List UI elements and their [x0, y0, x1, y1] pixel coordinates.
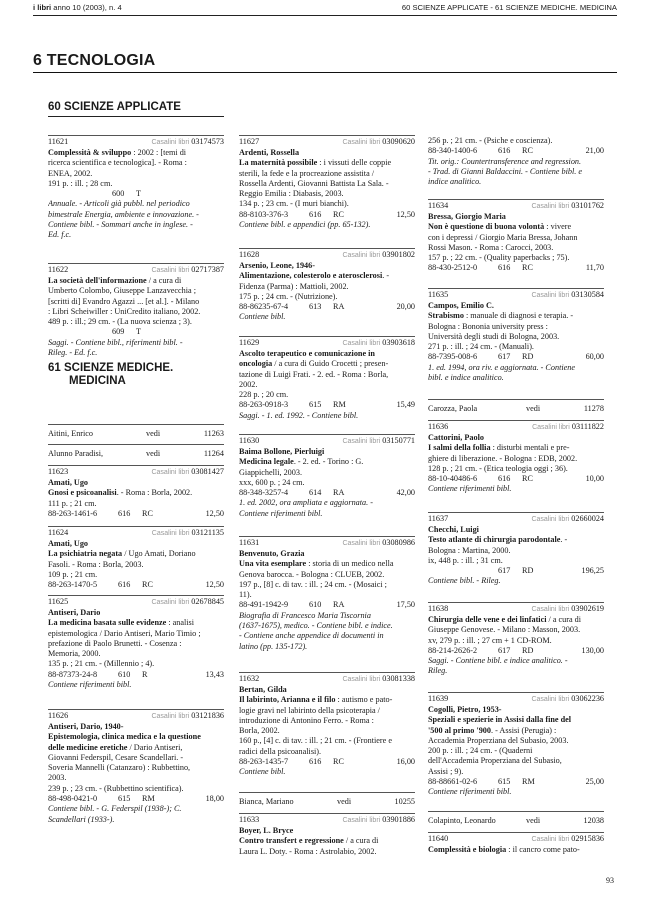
running-head-right: 60 SCIENZE APPLICATE - 61 SCIENZE MEDICHE. MEDICINA	[401, 3, 617, 12]
entry-11622: 11622 Casalini libri 02717387 La società dell'informazione / a cura di Umberto Colombo, Giuseppe Lanzavecchia ; [scritti di] Evandro Agazzi ... [et al.]. - Milano : Libri Scheiwiller : UniCredito italiano, 2002. 489 p. : ill.; 29 cm. - (La nuova scienza ; 3). 609 T Saggi. - Contiene bibl., riferimenti bibl. - Rileg. - Ed. f.c.	[48, 265, 224, 358]
running-head-left: i libri anno 10 (2003), n. 4	[33, 3, 122, 12]
section-rule	[48, 116, 224, 117]
section-title-60: 60 SCIENZE APPLICATE	[48, 101, 181, 113]
entry-11623: 11623 Casalini libri 03081427 Amati, Ugo Gnosi e psicoanalisi. - Roma : Borla, 2002. 111 p. ; 21 cm. 88-263-1461-6 616 RC 12,50	[48, 467, 224, 518]
entry-11633: 11633 Casalini libri 03901886 Boyer, L. Bryce Contro transfert e regressione / a cura di Laura L. Doty. - Roma : Astrolabio, 2002.	[239, 815, 415, 856]
xref-bianca: Bianca, Mariano vedi 10255	[239, 792, 415, 810]
section-title-61: 61 SCIENZE MEDICHE. MEDICINA	[48, 362, 174, 387]
entry-11633-continued: 256 p. ; 21 cm. - (Psiche e coscienza). 88-340-1400-6 616 RC 21,00 Tit. orig.: Countertransference and regression. - Trad. di Gianni Baldaccini. - Contiene bibl. e indice analitico.	[428, 136, 604, 187]
entry-11629: 11629 Casalini libri 03903618 Ascolto terapeutico e comunicazione in oncologia / a cura di Guido Crocetti ; presen- tazione di Luigi Frati. - 2. ed. - Roma : Borla, 2002. 228 p. ; 20 cm. 88-263-0918-3 615 RM 15,49 Saggi. - 1. ed. 1992. - Contiene bibl.	[239, 338, 415, 420]
entry-11639: 11639 Casalini libri 03062236 Cogolli, Pietro, 1953- Speziali e spezierie in Assisi dalla fine del '500 al primo '900. - Assisi (Perugia) : Accademia Properziana del Subasio, 2003. 200 p. : ill. ; 24 cm. - (Quaderni dell'Accademia Properziana del Subasio, Assisi ; 9). 88-88661-02-6 615 RM 25,00 Contiene riferimenti bibl.	[428, 694, 604, 797]
xref-carozza: Carozza, Paola vedi 11278	[428, 399, 604, 417]
xref-colapinto: Colapinto, Leonardo vedi 12038	[428, 811, 604, 829]
entry-11632: 11632 Casalini libri 03081338 Bertan, Gilda Il labirinto, Arianna e il filo : autismo e pato- logie gravi nel labirinto della psicoterapia / introduzione di Antonino Ferro. - Roma : Borla, 2002. 160 p., [4] c. di tav. : ill. ; 21 cm. - (Frontiere e radici della psicoanalisi). 88-263-1435-7 616 RC 16,00 Contiene bibl.	[239, 674, 415, 777]
entry-11625: 11625 Casalini libri 02678845 Antiseri, Dario La medicina basata sulle evidenze : analisi epistemologica / Dario Antiseri, Mario Timio ; prefazione di Paolo Brunetti. - Cosenza : Memoria, 2000. 135 p. ; 21 cm. - (Millennio ; 4). 88-87373-24-8 610 R 13,43 Contiene riferimenti bibl.	[48, 597, 224, 690]
entry-11628: 11628 Casalini libri 03901802 Arsenio, Leone, 1946- Alimentazione, colesterolo e aterosclerosi. - Fidenza (Parma) : Mattioli, 2002. 175 p. ; 24 cm. - (Nutrizione). 88-86235-67-4 613 RA 20,00 Contiene bibl.	[239, 250, 415, 322]
entry-11630: 11630 Casalini libri 03150771 Baima Bollone, Pierluigi Medicina legale. - 2. ed. - Torino : G. Giappichelli, 2003. xxx, 600 p. ; 24 cm. 88-348-3257-4 614 RA 42,00 1. ed. 2002, ora ampliata e aggiornata. - Contiene riferimenti bibl.	[239, 436, 415, 518]
entry-11624: 11624 Casalini libri 03121135 Amati, Ugo La psichiatria negata / Ugo Amati, Doriano Fasoli. - Roma : Borla, 2003. 109 p. ; 21 cm. 88-263-1470-5 616 RC 12,50	[48, 528, 224, 590]
entry-11635: 11635 Casalini libri 03130584 Campos, Emilio C. Strabismo : manuale di diagnosi e terapia. - Bologna : Bononia university press : Università degli studi di Bologna, 2003. 271 p. : ill. ; 24 cm. - (Manuali). 88-7395-008-6 617 RD 60,00 1. ed. 1994, ora riv. e aggiornata. - Contiene bibl. e indice analitico.	[428, 290, 604, 383]
header-rule	[33, 15, 617, 16]
entry-11638: 11638 Casalini libri 03902619 Chirurgia delle vene e dei linfatici / a cura di Giuseppe Genovese. - Milano : Masson, 2003. xv, 279 p. : ill. ; 27 cm + 1 CD-ROM. 88-214-2626-2 617 RD 130,00 Saggi. - Contiene bibl. e indice analitico. - Rileg.	[428, 604, 604, 676]
entry-11621: 11621 Casalini libri 03174573 Complessità & sviluppo : 2002 : [temi di ricerca scientifica e tecnologica]. - Roma : ENEA, 2002. 191 p. : ill. ; 28 cm. 600 T Annuale. - Articoli già pubbl. nel periodico bimestrale Energia, ambiente e innovazione. - Contiene bibl. - Sommari anche in inglese. - Ed. f.c.	[48, 137, 224, 240]
entry-11637: 11637 Casalini libri 02660024 Checchi, Luigi Testo atlante di chirurgia parodontale. - Bologna : Martina, 2000. ix, 448 p. : ill. ; 31 cm. 617 RD 196,25 Contiene bibl. - Rileg.	[428, 514, 604, 586]
chapter-rule	[33, 72, 617, 73]
xref-aitini: Aitini, Enrico vedi 11263	[48, 424, 224, 442]
page-number: 93	[606, 876, 614, 885]
chapter-title: 6 TECNOLOGIA	[33, 52, 156, 69]
entry-11636: 11636 Casalini libri 03111822 Cattorini, Paolo I salmi della follia : disturbi mentali e pre- ghiere di liberazione. - Bologna : EDB, 2002. 128 p. ; 21 cm. - (Etica teologia oggi ; 36). 88-10-40486-6 616 RC 10,00 Contiene riferimenti bibl.	[428, 422, 604, 494]
entry-11626: 11626 Casalini libri 03121836 Antiseri, Dario, 1940- Epistemologia, clinica medica e la questione delle medicine eretiche / Dario Antiseri, Giovanni Federspil, Cesare Scandellari. - Soveria Mannelli (Catanzaro) : Rubbettino, 2003. 239 p. ; 23 cm. - (Rubbettino scientifica). 88-498-0421-0 615 RM 18,00 Contiene bibl. - G. Federspil (1938-); C. Scandellari (1933-).	[48, 711, 224, 824]
xref-alunno: Alunno Paradisi, vedi 11264	[48, 444, 224, 462]
entry-11627: 11627 Casalini libri 03090620 Ardenti, Rossella La maternità possibile : i vissuti delle coppie sterili, la fede e la procreazione assistita / Rossella Ardenti, Giovanni Battista La Sala. - Reggio Emilia : Diabasis, 2003. 134 p. ; 23 cm. - (I muri bianchi). 88-8103-376-3 616 RC 12,50 Contiene bibl. e appendici (pp. 65-132).	[239, 137, 415, 230]
entry-11634: 11634 Casalini libri 03101762 Bressa, Giorgio Maria Non è questione di buona volontà : vivere con i depressi / Giorgio Maria Bressa, Johann Rossi Mason. - Roma : Carocci, 2003. 157 p. ; 22 cm. - (Quality paperbacks ; 75). 88-430-2512-0 616 RC 11,70	[428, 201, 604, 273]
entry-11631: 11631 Casalini libri 03080986 Benvenuto, Grazia Una vita esemplare : storia di un medico nella Genova barocca. - Bologna : CLUEB, 2002. 197 p., [8] c. di tav. : ill. ; 24 cm. - (Mosaici ; 11). 88-491-1942-9 610 RA 17,50 Biografia di Francesco Maria Tiscornia (1637-1675), medico. - Contiene bibl. e indice. - Contiene anche appendice di documenti in latino (pp. 135-172).	[239, 538, 415, 651]
entry-11640: 11640 Casalini libri 02915836 Complessità e biologia : il cancro come pato-	[428, 834, 604, 854]
